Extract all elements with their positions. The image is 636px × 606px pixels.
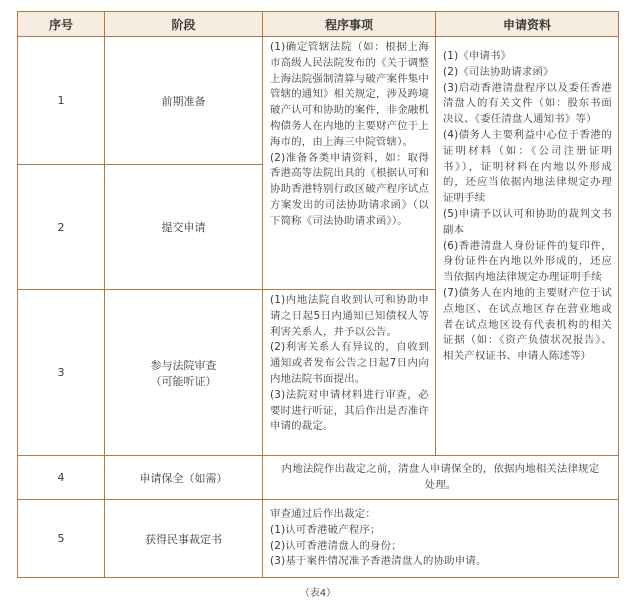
table-caption: （表4） xyxy=(299,588,337,599)
procedure-cell-wide xyxy=(263,500,619,578)
row-stage: 提交申请 xyxy=(105,165,263,290)
row-stage: 申请保全（如需） xyxy=(105,456,263,500)
row-no: 1 xyxy=(18,37,105,165)
row-stage: 获得民事裁定书 xyxy=(105,500,263,578)
procedure-table xyxy=(17,11,619,578)
procedure-text: 内地法院作出裁定之前，清盘人申请保全的，依据内地相关法律规定处理。 xyxy=(281,462,600,491)
procedure-item: (3)基于案件情况准予香港清盘人的协助申请。 xyxy=(270,555,487,568)
materials-item: (4)债务人主要利益中心位于香港的证明材料（如：《公司注册证明书》），证明材料在内地以外形成的，还应当依据内地法律规定办理证明手续 xyxy=(443,128,612,205)
materials-item: (2)《司法协助请求函》 xyxy=(443,65,554,78)
procedure-cell-wide xyxy=(263,456,619,500)
materials-item: (3)启动香港清盘程序以及委任香港清盘人的有关文件（如：股东书面决议、《委任清盘人通知书》等） xyxy=(443,81,612,126)
table-row xyxy=(18,37,619,165)
header-materials: 申请资料 xyxy=(436,12,619,37)
stage-line: （可能听证） xyxy=(150,374,217,388)
table-row xyxy=(18,456,619,500)
procedure-item: (1)内地法院自收到认可和协助申请之日起5日内通知已知债权人等利害关系人，并予以公告。 xyxy=(270,294,429,338)
procedure-item: (2)认可香港清盘人的身份； xyxy=(270,539,402,552)
row-no: 3 xyxy=(18,290,105,456)
header-procedure: 程序事项 xyxy=(263,12,436,37)
row-no: 4 xyxy=(18,456,105,500)
materials-cell xyxy=(436,37,619,456)
row-no: 5 xyxy=(18,500,105,578)
procedure-cell xyxy=(263,37,436,290)
table-header-row xyxy=(18,12,619,37)
procedure-item: (3)法院对申请材料进行审查，必要时进行听证，其后作出是否准许申请的裁定。 xyxy=(270,388,429,433)
materials-item: (1)《申请书》 xyxy=(443,50,512,62)
procedure-item: (2)利害关系人有异议的，自收到通知或者发布公告之日起7日内向内地法院书面提出。 xyxy=(270,341,429,385)
header-no: 序号 xyxy=(18,12,105,37)
row-stage xyxy=(105,290,263,456)
header-stage: 阶段 xyxy=(105,12,263,37)
row-no: 2 xyxy=(18,165,105,290)
table-row xyxy=(18,500,619,578)
materials-item: (6)香港清盘人身份证件的复印件，身份证件在内地以外形成的，还应当依据内地法律规定办理证明手续 xyxy=(443,239,612,284)
stage-line: 参与法院审查 xyxy=(150,358,217,372)
procedure-item: 审查通过后作出裁定： xyxy=(270,507,376,520)
row-stage: 前期准备 xyxy=(105,37,263,165)
procedure-item: (1)认可香港破产程序； xyxy=(270,523,381,536)
procedure-item: (1)确定管辖法院（如：根据上海市高级人民法院发布的《关于调整上海法院强制清算与破产案件集中管辖的通知》相关规定，涉及跨境破产认可和协助的案件，非金融机构债务人在内地的主要财产位于上海市的，由上海三中院管辖）。 xyxy=(270,41,429,148)
procedure-item: (2)准备各类申请资料，如：取得香港高等法院出具的《根据认可和协助香港特别行政区破产程序试点方案发出的司法协助请求函》（以下简称《司法协助请求函》）。 xyxy=(270,151,429,227)
materials-item: (7)债务人在内地的主要财产位于试点地区、在试点地区存在营业地或者在试点地区设有代表机构的相关证据（如：《资产负债状况报告》、相关产权证书、申请人陈述等） xyxy=(443,286,612,363)
procedure-cell xyxy=(263,290,436,456)
materials-item: (5)申请予以认可和协助的裁判文书副本 xyxy=(443,207,612,236)
